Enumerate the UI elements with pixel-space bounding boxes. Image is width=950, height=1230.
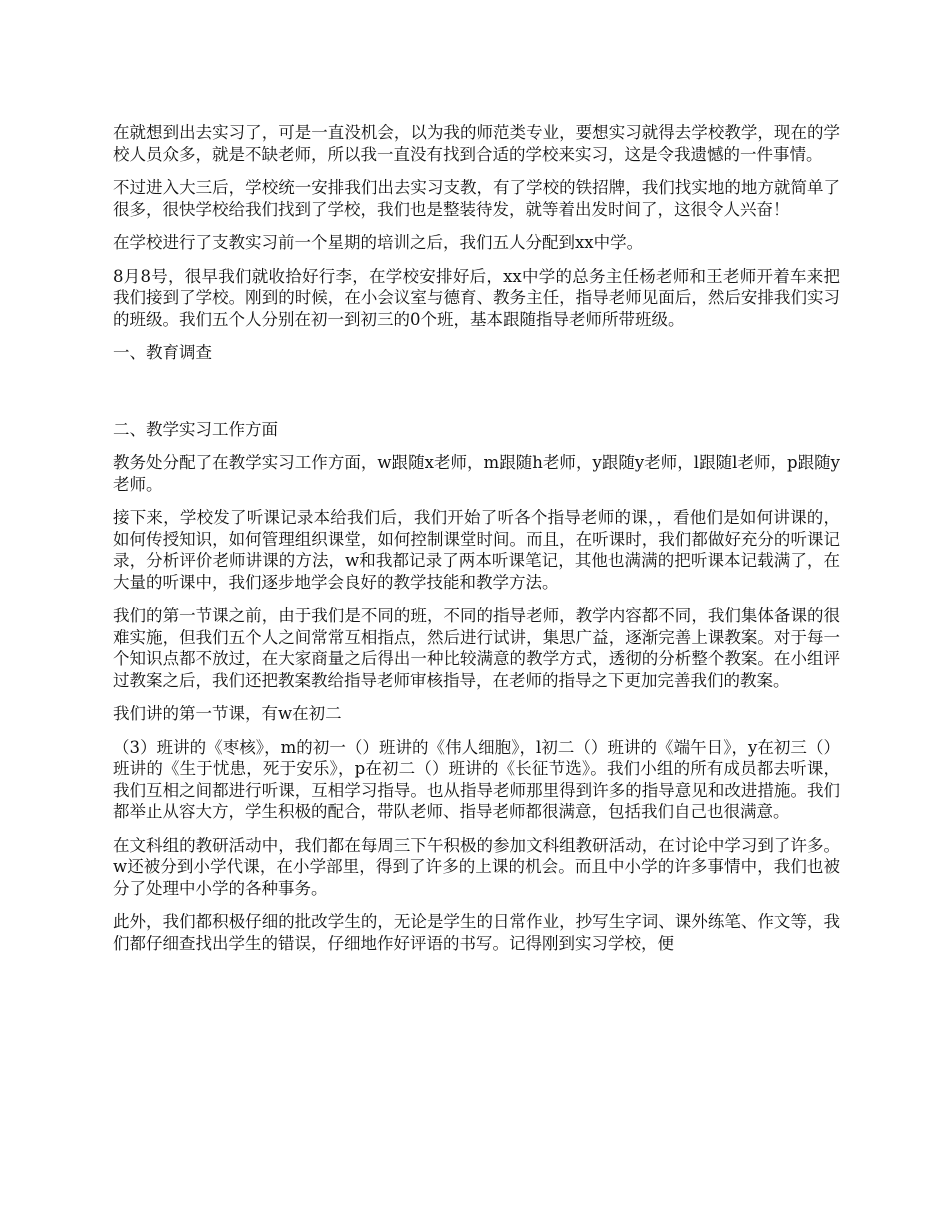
section-heading-teaching-practice: 二、教学实习工作方面 [113, 419, 278, 439]
paragraph-5: 教务处分配了在教学实习工作方面，w跟随x老师，m跟随h老师，y跟随y老师，l跟随l老师，p跟随y老师。 [113, 453, 840, 494]
document-page [113, 122, 840, 966]
paragraph-10: 在文科组的教研活动中，我们都在每周三下午积极的参加文科组教研活动，在讨论中学习到了许多。w还被分到小学代课，在小学部里，得到了许多的上课的机会。而且中小学的许多事情中，我们也被分了处理中小学的各种事务。 [113, 835, 840, 898]
paragraph-3: 在学校进行了支教实习前一个星期的培训之后，我们五人分配到xx中学。 [113, 233, 644, 252]
blank-gap [113, 376, 840, 419]
paragraph-9: （3）班讲的《枣核》，m的初一（）班讲的《伟人细胞》，l初二（）班讲的《端午日》，y在初三（）班讲的《生于忧患，死于安乐》，p在初二（）班讲的《长征节选》。我们小组的所有成员都去听课，我们互相之间都进行听课，互相学习指导。也从指导老师那里得到许多的指导意见和改进措施。我们都举止从容大方，学生积极的配合，带队老师、指导老师都很满意，包括我们自己也很满意。 [113, 737, 840, 821]
section-heading-education-survey: 一、教育调查 [113, 343, 212, 362]
paragraph-8: 我们讲的第一节课，有w在初二 [113, 704, 342, 723]
paragraph-6: 接下来，学校发了听课记录本给我们后，我们开始了听各个指导老师的课，，看他们是如何讲课的，如何传授知识，如何管理组织课堂，如何控制课堂时间。而且，在听课时，我们都做好充分的听课记录，分析评价老师讲课的方法，w和我都记录了两本听课笔记，其他也满满的把听课本记载满了，在大量的听课中，我们逐步地学会良好的教学技能和教学方法。 [113, 508, 840, 592]
paragraph-7: 我们的第一节课之前，由于我们是不同的班，不同的指导老师，教学内容都不同，我们集体备课的很难实施，但我们五个人之间常常互相指点，然后进行试讲，集思广益，逐渐完善上课教案。对于每一个知识点都不放过，在大家商量之后得出一种比较满意的教学方式，透彻的分析整个教案。在小组评过教案之后，我们还把教案教给指导老师审核指导，在老师的指导之下更加完善我们的教案。 [113, 606, 840, 690]
paragraph-2: 不过进入大三后，学校统一安排我们出去实习支教，有了学校的铁招牌，我们找实地的地方就简单了很多，很快学校给我们找到了学校，我们也是整装待发，就等着出发时间了，这很令人兴奋！ [113, 178, 840, 219]
paragraph-1: 在就想到出去实习了，可是一直没机会，以为我的师范类专业，要想实习就得去学校教学，现在的学校人员众多，就是不缺老师，所以我一直没有找到合适的学校来实习，这是令我遗憾的一件事情。 [113, 123, 840, 164]
paragraph-11: 此外，我们都积极仔细的批改学生的，无论是学生的日常作业，抄写生字词、课外练笔、作文等，我们都仔细查找出学生的错误，仔细地作好评语的书写。记得刚到实习学校，便 [113, 912, 840, 953]
paragraph-4: 8月8号，很早我们就收拾好行李，在学校安排好后，xx中学的总务主任杨老师和王老师开着车来把我们接到了学校。刚到的时候，在小会议室与德育、教务主任，指导老师见面后，然后安排我们实习的班级。我们五个人分别在初一到初三的0个班，基本跟随指导老师所带班级。 [113, 266, 840, 329]
